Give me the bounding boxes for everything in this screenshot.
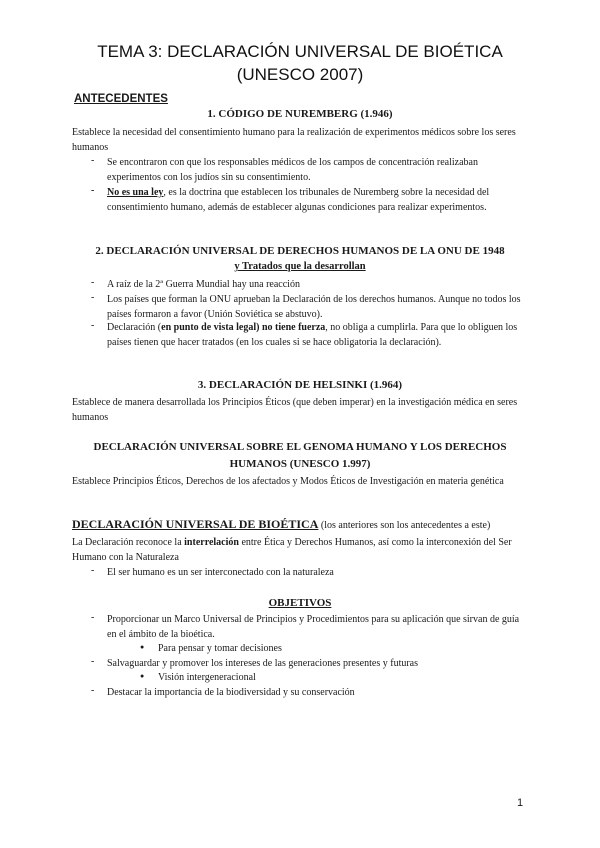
page-number: 1 (517, 797, 524, 809)
antecedentes-heading: ANTECEDENTES (74, 93, 168, 105)
objetivos-heading (70, 597, 530, 609)
nuremberg-item-1: Se encontraron con que los responsables médicos de los campos de concentración realizaban experimentos con los judíos sin su consentimiento. (107, 157, 478, 183)
bioetica-text-bold: interrelación (184, 537, 239, 548)
objetivos-heading-text: OBJETIVOS (268, 597, 332, 609)
objetivos-item-1-sub: Para pensar y tomar decisiones (158, 643, 282, 654)
helsinki-text: Establece de manera desarrollada los Principios Éticos (que deben imperar) en la investigación médica en seres humanos (72, 397, 518, 423)
onu-item-3-b: , no obliga a cumplirla. Para que lo obliguen los países tienen que hacer tratados (en los cuales si se hace obligatoria la declaración). (107, 322, 518, 348)
onu-heading-1: 2. DECLARACIÓN UNIVERSAL DE DERECHOS HUMANOS DE LA ONU DE 1948 (95, 245, 505, 257)
helsinki-heading: 3. DECLARACIÓN DE HELSINKI (1.964) (197, 379, 403, 391)
objetivos-item-2-sub: Visión intergeneracional (158, 672, 256, 683)
onu-item-3-a: Declaración ( (107, 322, 162, 333)
onu-item-2: Los países que forman la ONU aprueban la Declaración de los derechos humanos. Aunque no todos los países formaron a favor (Unión Soviética se abstuvo). (107, 294, 521, 320)
onu-heading-2-text: y Tratados que la desarrollan (234, 261, 366, 272)
title-line-1: TEMA 3: DECLARACIÓN UNIVERSAL DE BIOÉTICA (97, 42, 503, 61)
onu-item-3-bold: en punto de vista legal) no tiene fuerza (161, 322, 326, 333)
bioetica-note: (los anteriores son los antecedentes a este) (318, 520, 491, 531)
dash-marker: - (91, 685, 95, 696)
bullet-icon: ● (140, 643, 145, 651)
bioetica-text-a: La Declaración reconoce la (72, 537, 185, 548)
dash-marker: - (91, 277, 95, 288)
onu-item-3 (107, 320, 527, 350)
bullet-icon: ● (140, 672, 145, 680)
dash-marker: - (91, 185, 95, 196)
objetivos-item-1: Proporcionar un Marco Universal de Principios y Procedimientos para su aplicación que sirvan de guía en el ámbito de la bioética. (107, 614, 520, 640)
genoma-heading-1: DECLARACIÓN UNIVERSAL SOBRE EL GENOMA HUMANO Y LOS DERECHOS (93, 441, 507, 453)
genoma-heading-2: HUMANOS (UNESCO 1.997) (229, 458, 371, 470)
dash-marker: - (91, 612, 95, 623)
objetivos-item-2: Salvaguardar y promover los intereses de las generaciones presentes y futuras (107, 658, 419, 669)
dash-marker: - (91, 656, 95, 667)
dash-marker: - (91, 320, 95, 331)
dash-marker: - (91, 292, 95, 303)
bioetica-heading: DECLARACIÓN UNIVERSAL DE BIOÉTICA (72, 517, 319, 531)
bioetica-text-b: entre Ética y Derechos Humanos, así como la interconexión del Ser Humano con la Naturaleza (72, 537, 512, 563)
bioetica-item-1: El ser humano es un ser interconectado con la naturaleza (107, 567, 334, 578)
bioetica-heading-line (72, 517, 552, 533)
bioetica-text (72, 535, 532, 565)
dash-marker: - (91, 565, 95, 576)
onu-item-1: A raíz de la 2ª Guerra Mundial hay una reacción (107, 279, 300, 290)
title-line-2: (UNESCO 2007) (236, 65, 364, 84)
objetivos-item-3: Destacar la importancia de la biodiversidad y su conservación (107, 687, 355, 698)
nuremberg-item-2-bold: No es una ley (107, 187, 164, 198)
dash-marker: - (91, 155, 95, 166)
nuremberg-intro: Establece la necesidad del consentimiento humano para la realización de experimentos médicos sobre los seres humanos (72, 127, 516, 153)
genoma-text: Establece Principios Éticos, Derechos de los afectados y Modos Éticos de Investigación en materia genética (72, 476, 504, 487)
nuremberg-item-2-rest: , es la doctrina que establecen los tribunales de Nuremberg sobre la necesidad del consentimiento humano, además de establecer algunas condiciones para realizar experimentos. (107, 187, 490, 213)
nuremberg-item-2 (107, 185, 527, 215)
onu-heading-2 (70, 261, 530, 272)
nuremberg-heading: 1. CÓDIGO DE NUREMBERG (1.946) (207, 108, 393, 120)
